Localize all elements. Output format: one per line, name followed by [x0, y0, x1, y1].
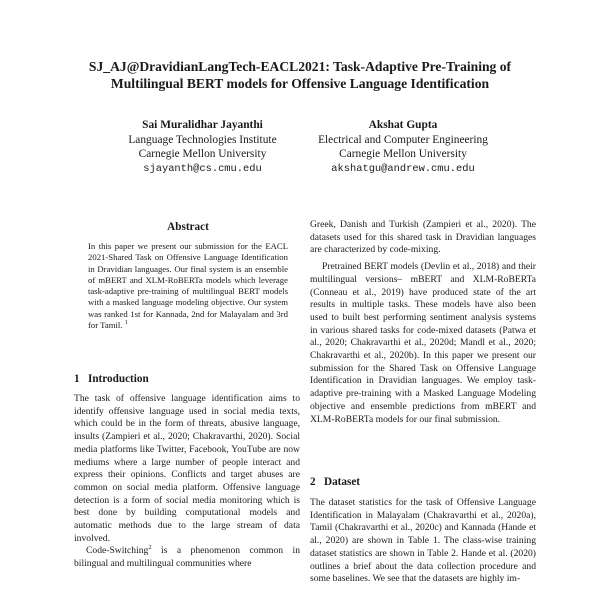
- paragraph: [74, 545, 300, 570]
- author-affiliation-line-1: Language Technologies Institute: [128, 133, 277, 146]
- author-block-2: [298, 118, 508, 176]
- paper-title-line-2: Multilingual BERT models for Offensive Language Identification: [110, 76, 490, 91]
- paper-title: [40, 58, 560, 92]
- footnote-marker[interactable]: 1: [124, 319, 128, 327]
- section-heading-dataset: 2 Dataset: [310, 476, 361, 488]
- paragraph: The dataset statistics for the task of Offensive Language Identification in Malayalam (Chakravarthi et al., 2020a), Tamil (Chakravarthi et al., 2020c) and Kannada (Hande et al., 2020) are shown in Table 1. The class-wise training dataset statistics are shown in Table 2. Hande et al. (2020) outlines a brief about the data collection procedure and some baselines. We see that the datasets are highly im-: [310, 497, 536, 585]
- author-affiliation-line-1: Electrical and Computer Engineering: [318, 133, 488, 146]
- dataset-text: [310, 497, 536, 586]
- paragraph: Greek, Danish and Turkish (Zampieri et al., 2020). The datasets used for this shared task in Dravidian languages are characterized by code-mixing.: [310, 219, 536, 256]
- abstract-heading: Abstract: [167, 221, 209, 233]
- left-column-text: [74, 393, 300, 571]
- paragraph: The task of offensive language identification aims to identify offensive language used in social media texts, which could be in the form of threats, abusive language, insults (Zampieri et al., 2020; Chakravarthi, 2020). Social media platforms like Twitter, Facebook, YouTube are now mediums where a large number of people interact and express their opinions. Conflicts and target abuses are common on social media platform. Offensive language detection is a form of social media monitoring which is best done by building computational models and automatic methods due to the large stream of data involved.: [74, 393, 300, 544]
- author-name: Akshat Gupta: [368, 119, 438, 131]
- author-email[interactable]: akshatgu@andrew.cmu.edu: [331, 162, 475, 175]
- paragraph-end: is a phenomenon common in bilingual and multilingual communities where: [74, 545, 300, 570]
- right-column-text: [310, 219, 536, 426]
- paper-title-line-1: SJ_AJ@DravidianLangTech-EACL2021: Task-Adaptive Pre-Training of: [88, 59, 512, 74]
- abstract-text: [88, 241, 288, 331]
- paragraph: Pretrained BERT models (Devlin et al., 2018) and their multilingual versions– mBERT and XLM-RoBERTa (Conneau et al., 2019) have produced state of the art results in multiple tasks. These models have also been used to built best performing sentiment analysis systems in various shared tasks for code-mixed datasets (Patwa et al., 2020; Chakravarthi et al., 2020d; Mandl et al., 2020; Chakravarthi et al., 2020b). In this paper we present our submission for the Shared Task on Offensive Language Identification in Dravidian languages. We employ task-adaptive pre-training with a Masked Language Modeling objective and ensemble predictions from mBERT and XLM-RoBERTa models for our final submission.: [310, 261, 536, 425]
- author-email[interactable]: sjayanth@cs.cmu.edu: [143, 162, 262, 175]
- author-affiliation-line-2: Carnegie Mellon University: [138, 148, 267, 160]
- footnote-marker[interactable]: 2: [148, 544, 152, 552]
- author-name: Sai Muralidhar Jayanthi: [142, 119, 263, 131]
- paragraph-start: Code-Switching: [86, 545, 149, 557]
- abstract-body-text: In this paper we present our submission for the EACL 2021-Shared Task on Offensive Language Identification in Dravidian languages. Our final system is an ensemble of mBERT and XLM-RoBERTa models which leverage task-adaptive pre-training of multilingual BERT models with a masked language modeling objective. Our system was ranked 1st for Kannada, 2nd for Malayalam and 3rd for Tamil.: [88, 241, 288, 331]
- section-heading-introduction: 1 Introduction: [74, 373, 149, 385]
- author-affiliation-line-2: Carnegie Mellon University: [339, 148, 467, 160]
- author-block-1: [110, 118, 295, 176]
